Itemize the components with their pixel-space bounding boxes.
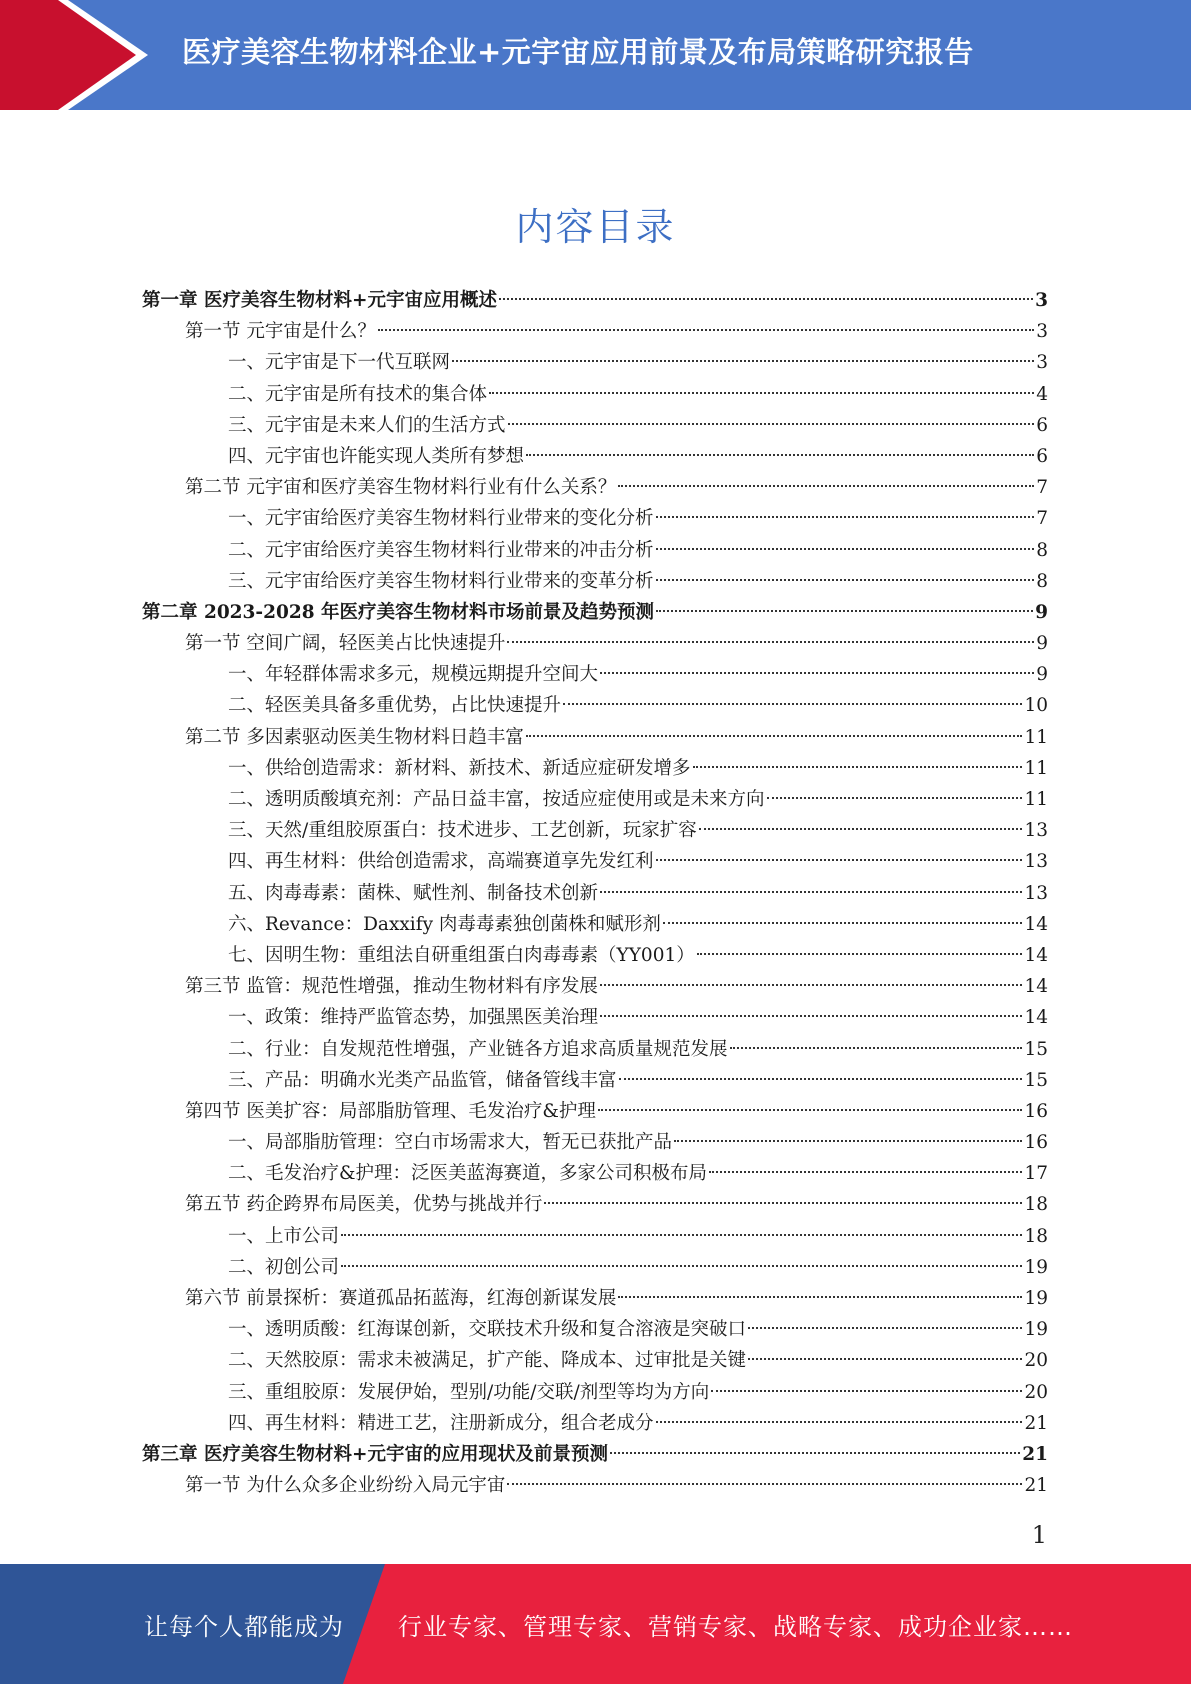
- toc-dot-leader: [600, 983, 1023, 986]
- toc-subsection-entry[interactable]: [142, 940, 1048, 971]
- toc-chapter-entry[interactable]: [142, 285, 1048, 316]
- toc-entry-text: 第三节 监管：规范性增强，推动生物材料有序发展: [185, 976, 598, 998]
- toc-entry-text: 四、元宇宙也许能实现人类所有梦想: [228, 445, 525, 467]
- toc-section-entry[interactable]: [142, 628, 1048, 659]
- toc-section-entry[interactable]: [142, 1470, 1048, 1501]
- toc-page-number: 18: [1024, 1194, 1048, 1216]
- toc-section-entry[interactable]: [142, 1283, 1048, 1314]
- toc-entry-text: 第二节 多因素驱动医美生物材料日趋丰富: [185, 726, 524, 748]
- toc-dot-leader: [656, 858, 1023, 861]
- toc-dot-leader: [598, 1108, 1023, 1111]
- toc-subsection-entry[interactable]: [142, 1002, 1048, 1033]
- toc-page-number: 3: [1036, 321, 1048, 343]
- toc-subsection-entry[interactable]: [142, 566, 1048, 597]
- header-banner: [0, 0, 1191, 110]
- toc-dot-leader: [730, 1046, 1023, 1049]
- toc-dot-leader: [341, 1264, 1022, 1267]
- toc-dot-leader: [489, 391, 1034, 394]
- toc-dot-leader: [544, 1201, 1022, 1204]
- toc-page-number: 14: [1024, 1007, 1048, 1029]
- toc-entry-text: 三、元宇宙是未来人们的生活方式: [228, 414, 506, 436]
- toc-entry-text: 四、再生材料：供给创造需求，高端赛道享先发红利: [228, 851, 654, 873]
- toc-page-number: 14: [1024, 913, 1048, 935]
- toc-entry-text: 二、初创公司: [228, 1256, 340, 1278]
- toc-page-number: 6: [1036, 414, 1048, 436]
- toc-page-number: 8: [1036, 570, 1048, 592]
- page-number: 1: [1031, 1521, 1047, 1549]
- toc-page-number: 9: [1035, 601, 1048, 623]
- toc-section-entry[interactable]: [142, 472, 1048, 503]
- toc-page-number: 15: [1024, 1069, 1048, 1091]
- toc-subsection-entry[interactable]: [142, 659, 1048, 690]
- footer-banner: [0, 1564, 1191, 1684]
- toc-subsection-entry[interactable]: [142, 410, 1048, 441]
- toc-dot-leader: [697, 952, 1023, 955]
- toc-entry-text: 二、行业：自发规范性增强，产业链各方追求高质量规范发展: [228, 1038, 728, 1060]
- toc-dot-leader: [748, 1357, 1022, 1360]
- toc-dot-leader: [600, 671, 1034, 674]
- toc-subsection-entry[interactable]: [142, 815, 1048, 846]
- toc-page-number: 14: [1024, 944, 1048, 966]
- toc-dot-leader: [507, 1482, 1022, 1485]
- toc-dot-leader: [341, 1233, 1022, 1236]
- toc-page-number: 8: [1036, 539, 1048, 561]
- toc-dot-leader: [656, 547, 1035, 550]
- table-of-contents: [142, 285, 1048, 1501]
- toc-entry-text: 三、天然/重组胶原蛋白：技术进步、工艺创新，玩家扩容: [228, 820, 697, 842]
- toc-page-number: 13: [1024, 820, 1048, 842]
- toc-dot-leader: [619, 1077, 1023, 1080]
- toc-dot-leader: [563, 702, 1022, 705]
- toc-dot-leader: [600, 1014, 1022, 1017]
- toc-subsection-entry[interactable]: [142, 1345, 1048, 1376]
- toc-entry-text: 一、局部脂肪管理：空白市场需求大，暂无已获批产品: [228, 1132, 673, 1154]
- toc-entry-text: 二、天然胶原：需求未被满足，扩产能、降成本、过审批是关键: [228, 1350, 747, 1372]
- toc-page-number: 19: [1024, 1256, 1048, 1278]
- toc-page-number: 21: [1024, 1475, 1048, 1497]
- toc-page-number: 3: [1035, 290, 1048, 311]
- toc-page-number: 7: [1036, 477, 1048, 499]
- toc-entry-text: 第四节 医美扩容：局部脂肪管理、毛发治疗&护理: [185, 1100, 596, 1122]
- toc-dot-leader: [452, 359, 1034, 362]
- toc-subsection-entry[interactable]: [142, 1408, 1048, 1439]
- header-arrow-logo: [0, 0, 160, 110]
- toc-page-number: 11: [1024, 757, 1048, 779]
- toc-page-number: 14: [1024, 976, 1048, 998]
- toc-page-number: 20: [1024, 1381, 1048, 1403]
- toc-page-number: 19: [1024, 1288, 1048, 1309]
- toc-entry-text: 三、产品：明确水光类产品监管，储备管线丰富: [228, 1069, 617, 1091]
- toc-subsection-entry[interactable]: [142, 846, 1048, 877]
- toc-dot-leader: [709, 1170, 1022, 1173]
- toc-entry-text: 三、元宇宙给医疗美容生物材料行业带来的变革分析: [228, 570, 654, 592]
- toc-page-number: 15: [1024, 1038, 1048, 1060]
- toc-subsection-entry[interactable]: [142, 441, 1048, 472]
- toc-subsection-entry[interactable]: [142, 909, 1048, 940]
- toc-entry-text: 五、肉毒毒素：菌株、赋性剂、制备技术创新: [228, 882, 599, 904]
- toc-page-number: 7: [1036, 508, 1048, 530]
- toc-heading: 内容目录: [515, 205, 676, 249]
- toc-dot-leader: [526, 453, 1034, 456]
- toc-entry-text: 第二章 2023-2028 年医疗美容生物材料市场前景及趋势预测: [142, 601, 655, 623]
- toc-chapter-entry[interactable]: [142, 1439, 1048, 1470]
- toc-entry-text: 一、透明质酸：红海谋创新，交联技术升级和复合溶液是突破口: [228, 1319, 747, 1341]
- toc-dot-leader: [656, 609, 1033, 612]
- toc-dot-leader: [508, 422, 1035, 425]
- toc-page-number: 11: [1024, 789, 1048, 810]
- toc-subsection-entry[interactable]: [142, 1221, 1048, 1252]
- toc-entry-text: 二、透明质酸填充剂：产品日益丰富，按适应症使用或是未来方向: [228, 789, 765, 810]
- toc-page-number: 18: [1024, 1225, 1048, 1247]
- toc-section-entry[interactable]: [142, 1096, 1048, 1127]
- toc-entry-text: 第五节 药企跨界布局医美，优势与挑战并行: [185, 1194, 543, 1216]
- report-title: 医疗美容生物材料企业+元宇宙应用前景及布局策略研究报告: [182, 35, 974, 69]
- toc-subsection-entry[interactable]: [142, 784, 1048, 815]
- toc-dot-leader: [656, 578, 1035, 581]
- toc-dot-leader: [674, 1139, 1022, 1142]
- toc-entry-text: 一、元宇宙给医疗美容生物材料行业带来的变化分析: [228, 508, 654, 530]
- toc-section-entry[interactable]: [142, 722, 1048, 753]
- toc-entry-text: 第三章 医疗美容生物材料+元宇宙的应用现状及前景预测: [142, 1443, 608, 1465]
- toc-dot-leader: [378, 328, 1034, 331]
- toc-subsection-entry[interactable]: [142, 1065, 1048, 1096]
- toc-subsection-entry[interactable]: [142, 878, 1048, 909]
- toc-dot-leader: [663, 921, 1023, 924]
- toc-subsection-entry[interactable]: [142, 753, 1048, 784]
- footer-slogan-right: 行业专家、管理专家、营销专家、战略专家、成功企业家……: [398, 1613, 1073, 1641]
- toc-subsection-entry[interactable]: [142, 1127, 1048, 1158]
- toc-page-number: 4: [1036, 383, 1048, 405]
- toc-dot-leader: [618, 1295, 1022, 1298]
- toc-page-number: 21: [1022, 1443, 1048, 1465]
- toc-dot-leader: [600, 890, 1022, 893]
- toc-entry-text: 第一章 医疗美容生物材料+元宇宙应用概述: [142, 290, 497, 311]
- toc-entry-text: 一、政策：维持严监管态势，加强黑医美治理: [228, 1007, 599, 1029]
- toc-entry-text: 三、重组胶原：发展伊始，型别/功能/交联/剂型等均为方向: [228, 1381, 710, 1403]
- toc-subsection-entry[interactable]: [142, 347, 1048, 378]
- toc-entry-text: 七、因明生物：重组法自研重组蛋白肉毒毒素（YY001）: [228, 944, 695, 966]
- toc-dot-leader: [499, 297, 1033, 300]
- toc-dot-leader: [656, 1420, 1023, 1423]
- toc-dot-leader: [526, 734, 1023, 737]
- toc-entry-text: 四、再生材料：精进工艺，注册新成分，组合老成分: [228, 1412, 654, 1434]
- toc-entry-text: 一、元宇宙是下一代互联网: [228, 352, 451, 374]
- toc-entry-text: 第一节 空间广阔，轻医美占比快速提升: [185, 633, 506, 655]
- toc-subsection-entry[interactable]: [142, 1252, 1048, 1283]
- toc-dot-leader: [610, 1451, 1020, 1454]
- toc-subsection-entry[interactable]: [142, 1314, 1048, 1345]
- toc-page-number: 9: [1036, 664, 1048, 686]
- toc-page-number: 13: [1024, 851, 1048, 873]
- toc-entry-text: 二、元宇宙是所有技术的集合体: [228, 383, 488, 405]
- toc-subsection-entry[interactable]: [142, 690, 1048, 721]
- toc-entry-text: 一、年轻群体需求多元，规模远期提升空间大: [228, 664, 599, 686]
- toc-subsection-entry[interactable]: [142, 1034, 1048, 1065]
- toc-subsection-entry[interactable]: [142, 379, 1048, 410]
- toc-entry-text: 第六节 前景探析：赛道孤品拓蓝海，红海创新谋发展: [185, 1288, 617, 1309]
- toc-dot-leader: [711, 1389, 1022, 1392]
- toc-entry-text: 一、上市公司: [228, 1225, 340, 1247]
- toc-dot-leader: [656, 515, 1035, 518]
- toc-dot-leader: [748, 1326, 1022, 1329]
- toc-entry-text: 第一节 元宇宙是什么？: [185, 321, 376, 343]
- toc-page-number: 9: [1036, 633, 1048, 655]
- toc-dot-leader: [693, 765, 1023, 768]
- toc-page-number: 20: [1024, 1350, 1048, 1372]
- toc-dot-leader: [618, 484, 1034, 487]
- toc-entry-text: 二、毛发治疗&护理：泛医美蓝海赛道，多家公司积极布局: [228, 1163, 707, 1185]
- toc-subsection-entry[interactable]: [142, 535, 1048, 566]
- toc-dot-leader: [699, 827, 1023, 830]
- toc-page-number: 16: [1024, 1132, 1048, 1154]
- toc-page-number: 16: [1024, 1100, 1048, 1122]
- toc-section-entry[interactable]: [142, 971, 1048, 1002]
- toc-page-number: 10: [1024, 695, 1048, 717]
- toc-entry-text: 第一节 为什么众多企业纷纷入局元宇宙: [185, 1475, 506, 1497]
- toc-dot-leader: [507, 640, 1034, 643]
- toc-chapter-entry[interactable]: [142, 597, 1048, 628]
- footer-slogan-left: 让每个人都能成为: [144, 1613, 344, 1641]
- toc-section-entry[interactable]: [142, 1189, 1048, 1220]
- toc-entry-text: 六、Revance：Daxxify 肉毒毒素独创菌株和赋形剂: [228, 913, 661, 935]
- toc-subsection-entry[interactable]: [142, 1377, 1048, 1408]
- toc-entry-text: 一、供给创造需求：新材料、新技术、新适应症研发增多: [228, 757, 691, 779]
- toc-subsection-entry[interactable]: [142, 1158, 1048, 1189]
- toc-entry-text: 二、元宇宙给医疗美容生物材料行业带来的冲击分析: [228, 539, 654, 561]
- toc-dot-leader: [767, 796, 1023, 799]
- toc-page-number: 6: [1036, 445, 1048, 467]
- toc-page-number: 3: [1036, 352, 1048, 374]
- toc-page-number: 17: [1024, 1163, 1048, 1185]
- toc-page-number: 19: [1024, 1319, 1048, 1341]
- toc-page-number: 13: [1024, 882, 1048, 904]
- toc-page-number: 11: [1024, 726, 1048, 748]
- toc-entry-text: 第二节 元宇宙和医疗美容生物材料行业有什么关系？: [185, 477, 617, 499]
- toc-subsection-entry[interactable]: [142, 503, 1048, 534]
- toc-entry-text: 二、轻医美具备多重优势，占比快速提升: [228, 695, 562, 717]
- toc-page-number: 21: [1024, 1412, 1048, 1434]
- toc-section-entry[interactable]: [142, 316, 1048, 347]
